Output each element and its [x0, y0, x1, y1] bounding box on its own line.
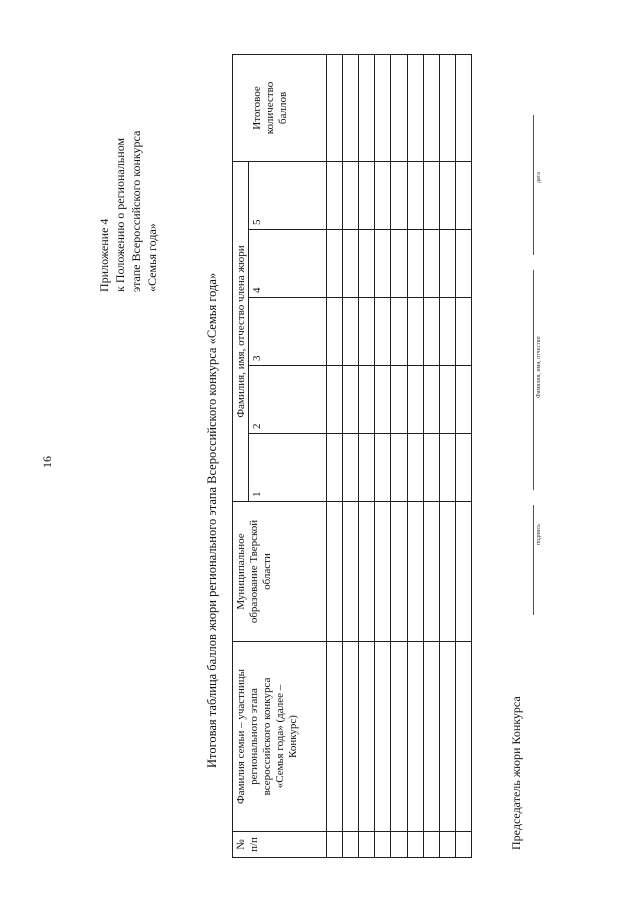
table-cell[interactable]	[327, 161, 343, 229]
full-name-label: Фамилия, имя, отчество	[536, 336, 542, 398]
table-cell[interactable]	[455, 502, 471, 642]
table-cell[interactable]	[327, 642, 343, 832]
table-cell[interactable]	[423, 298, 439, 366]
table-cell[interactable]	[391, 161, 407, 229]
table-cell[interactable]	[439, 434, 455, 502]
table-cell[interactable]	[423, 502, 439, 642]
table-cell[interactable]	[407, 230, 423, 298]
table-cell[interactable]	[407, 502, 423, 642]
judge-number-4: 4	[249, 230, 327, 298]
table-cell[interactable]	[423, 230, 439, 298]
table-cell[interactable]	[455, 434, 471, 502]
table-cell[interactable]	[423, 161, 439, 229]
table-cell[interactable]	[327, 502, 343, 642]
table-cell[interactable]	[423, 642, 439, 832]
table-cell[interactable]	[407, 434, 423, 502]
header-family-line-3: всероссийского конкурса	[261, 677, 273, 796]
header-number-line-2: п/п	[248, 837, 260, 852]
header-number-line-1: №	[235, 839, 247, 850]
table-cell[interactable]	[359, 366, 375, 434]
table-cell[interactable]	[359, 161, 375, 229]
appendix-line-2: к Положению о региональном	[113, 137, 127, 292]
header-municipality-line-3: области	[261, 553, 273, 590]
table-cell[interactable]	[391, 54, 407, 161]
table-cell[interactable]	[423, 366, 439, 434]
header-family-line-2: регионального этапа	[248, 688, 260, 785]
table-cell[interactable]	[375, 230, 391, 298]
table-cell[interactable]	[455, 366, 471, 434]
table-cell[interactable]	[391, 434, 407, 502]
table-body	[327, 54, 472, 857]
appendix-line-4: «Семья года»	[145, 223, 159, 292]
table-cell[interactable]	[359, 434, 375, 502]
judge-number-5: 5	[249, 161, 327, 229]
table-cell[interactable]	[375, 54, 391, 161]
table-cell[interactable]	[439, 230, 455, 298]
table-cell[interactable]	[343, 434, 359, 502]
table-cell[interactable]	[407, 366, 423, 434]
table-cell[interactable]	[391, 230, 407, 298]
table-cell[interactable]	[407, 54, 423, 161]
appendix-header	[96, 131, 160, 292]
table-cell[interactable]	[375, 434, 391, 502]
table-cell[interactable]	[343, 502, 359, 642]
table-cell[interactable]	[327, 366, 343, 434]
table-cell[interactable]	[391, 366, 407, 434]
table-cell[interactable]	[327, 832, 343, 858]
signature-line	[533, 505, 534, 615]
table-row	[375, 54, 391, 857]
table-cell[interactable]	[375, 642, 391, 832]
header-municipality-line-2: образование Тверской	[248, 519, 260, 624]
table-cell[interactable]	[439, 161, 455, 229]
table-title: Итоговая таблица баллов жюри регионального этапа Всероссийского конкурса «Семья года»	[205, 272, 219, 768]
judge-number-3: 3	[249, 298, 327, 366]
table-cell[interactable]	[375, 502, 391, 642]
full-name-line	[533, 270, 534, 490]
table-row	[343, 54, 359, 857]
header-judges: Фамилия, имя, отчество члена жюри	[233, 161, 249, 501]
table-row	[391, 54, 407, 857]
table-cell[interactable]	[391, 502, 407, 642]
judge-number-2: 2	[249, 366, 327, 434]
table-cell[interactable]	[391, 642, 407, 832]
table-row	[359, 54, 375, 857]
header-total-line-3: баллов	[277, 91, 289, 125]
chairman-label: Председатель жюри Конкурса	[509, 696, 523, 850]
table-cell[interactable]	[327, 230, 343, 298]
table-cell[interactable]	[375, 832, 391, 858]
table-cell[interactable]	[343, 161, 359, 229]
table-cell[interactable]	[455, 230, 471, 298]
table-cell[interactable]	[375, 366, 391, 434]
header-municipality-line-1: Муниципальное	[235, 533, 247, 610]
judge-number-1: 1	[249, 434, 327, 502]
table-cell[interactable]	[439, 642, 455, 832]
table-row	[327, 54, 343, 857]
table-cell[interactable]	[327, 54, 343, 161]
table-cell[interactable]	[455, 832, 471, 858]
table-cell[interactable]	[439, 366, 455, 434]
table-cell[interactable]	[423, 832, 439, 858]
header-family	[233, 642, 327, 832]
header-family-line-5: Конкурс)	[287, 715, 299, 758]
signature-label: подпись	[536, 524, 542, 545]
header-total-line-1: Итоговое	[251, 86, 263, 130]
table-cell[interactable]	[407, 832, 423, 858]
table-row	[455, 54, 471, 857]
table-cell[interactable]	[407, 161, 423, 229]
table-row	[407, 54, 423, 857]
header-municipality	[233, 502, 327, 642]
table-cell[interactable]	[407, 642, 423, 832]
table-cell[interactable]	[343, 642, 359, 832]
table-cell[interactable]	[327, 434, 343, 502]
header-total	[233, 54, 327, 161]
table-cell[interactable]	[359, 230, 375, 298]
table-cell[interactable]	[343, 366, 359, 434]
table-cell[interactable]	[455, 54, 471, 161]
date-line	[533, 115, 534, 255]
table-row	[439, 54, 455, 857]
table-cell[interactable]	[407, 298, 423, 366]
table-cell[interactable]	[423, 54, 439, 161]
table-row	[423, 54, 439, 857]
table-cell[interactable]	[343, 54, 359, 161]
table-cell[interactable]	[343, 832, 359, 858]
header-family-line-1: Фамилия семьи – участницы	[235, 668, 247, 805]
page-number: 16	[40, 456, 54, 468]
table-cell[interactable]	[439, 54, 455, 161]
table-cell[interactable]	[327, 298, 343, 366]
table-cell[interactable]	[359, 298, 375, 366]
table-cell[interactable]	[439, 832, 455, 858]
header-number	[233, 832, 327, 858]
table-cell[interactable]	[359, 832, 375, 858]
table-cell[interactable]	[343, 298, 359, 366]
table-cell[interactable]	[359, 502, 375, 642]
table-cell[interactable]	[391, 832, 407, 858]
table-cell[interactable]	[455, 161, 471, 229]
table-cell[interactable]	[359, 642, 375, 832]
header-family-line-4: «Семья года» (далее –	[274, 684, 286, 789]
table-cell[interactable]	[455, 298, 471, 366]
appendix-line-1: Приложение 4	[97, 218, 111, 292]
date-label: дата	[536, 172, 542, 183]
table-cell[interactable]	[375, 298, 391, 366]
score-table	[232, 54, 472, 858]
table-cell[interactable]	[439, 298, 455, 366]
table-cell[interactable]	[375, 161, 391, 229]
table-cell[interactable]	[455, 642, 471, 832]
table-cell[interactable]	[423, 434, 439, 502]
table-cell[interactable]	[439, 502, 455, 642]
score-table-container	[232, 55, 472, 858]
table-cell[interactable]	[359, 54, 375, 161]
table-cell[interactable]	[391, 298, 407, 366]
table-cell[interactable]	[343, 230, 359, 298]
header-total-line-2: количество	[264, 81, 276, 135]
appendix-line-3: этапе Всероссийского конкурса	[129, 130, 143, 292]
